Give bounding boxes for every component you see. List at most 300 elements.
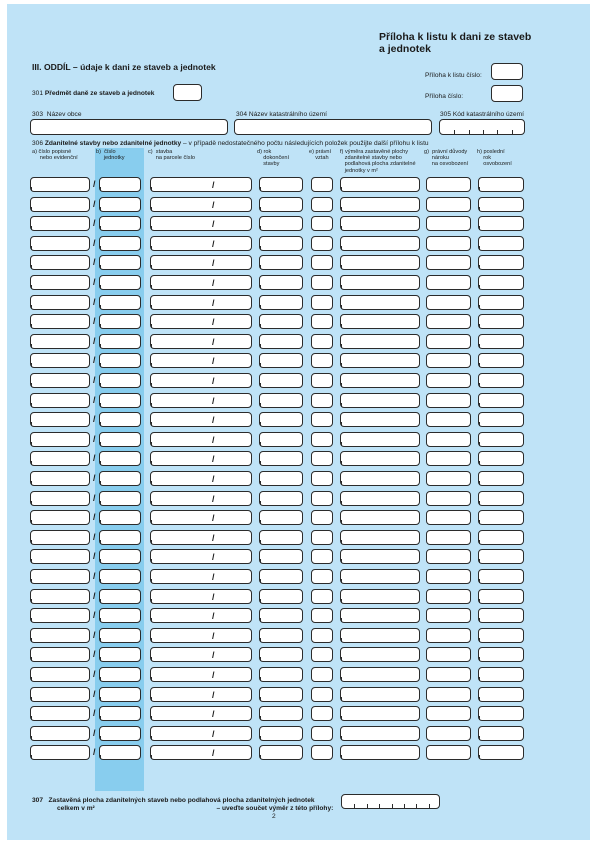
- row-field-h[interactable]: [478, 706, 524, 721]
- row-field-d[interactable]: [259, 687, 303, 702]
- row-field-d[interactable]: [259, 236, 303, 251]
- row-field-d[interactable]: [259, 745, 303, 760]
- row-field-a[interactable]: [30, 451, 90, 466]
- row-field-e[interactable]: [311, 491, 333, 506]
- row-field-e[interactable]: [311, 236, 333, 251]
- row-field-b[interactable]: [99, 647, 141, 662]
- row-field-g[interactable]: [426, 608, 471, 623]
- row-field-a[interactable]: [30, 589, 90, 604]
- field-tick: [479, 344, 480, 348]
- field-tick: [479, 442, 480, 446]
- row-field-b[interactable]: [99, 510, 141, 525]
- row-field-d[interactable]: [259, 314, 303, 329]
- row-field-f[interactable]: [340, 412, 420, 427]
- row-field-b[interactable]: [99, 491, 141, 506]
- row-field-a[interactable]: [30, 726, 90, 741]
- row-field-a[interactable]: [30, 275, 90, 290]
- field-tick: [100, 736, 101, 740]
- row-field-c[interactable]: [150, 373, 252, 388]
- field-tick: [31, 442, 32, 446]
- row-field-c[interactable]: [150, 667, 252, 682]
- field-307-input[interactable]: [341, 794, 440, 809]
- parcel-slash: /: [212, 631, 215, 641]
- row-field-d[interactable]: [259, 569, 303, 584]
- row-field-e[interactable]: [311, 647, 333, 662]
- row-separator-slash: /: [93, 453, 96, 463]
- row-field-c[interactable]: [150, 295, 252, 310]
- row-field-f[interactable]: [340, 628, 420, 643]
- row-field-c[interactable]: [150, 236, 252, 251]
- field-tick: [341, 207, 342, 211]
- row-separator-slash: /: [93, 728, 96, 738]
- row-field-b[interactable]: [99, 432, 141, 447]
- row-field-f[interactable]: [340, 549, 420, 564]
- field-tick: [479, 638, 480, 642]
- row-field-e[interactable]: [311, 569, 333, 584]
- row-field-c[interactable]: [150, 491, 252, 506]
- row-field-d[interactable]: [259, 510, 303, 525]
- field-tick: [479, 599, 480, 603]
- parcel-slash: /: [212, 709, 215, 719]
- row-field-f[interactable]: [340, 471, 420, 486]
- row-field-e[interactable]: [311, 608, 333, 623]
- row-field-e[interactable]: [311, 432, 333, 447]
- row-field-g[interactable]: [426, 255, 471, 270]
- parcel-slash: /: [212, 690, 215, 700]
- row-field-g[interactable]: [426, 589, 471, 604]
- row-field-g[interactable]: [426, 275, 471, 290]
- row-field-b[interactable]: [99, 726, 141, 741]
- row-field-b[interactable]: [99, 569, 141, 584]
- row-field-c[interactable]: [150, 726, 252, 741]
- row-field-f[interactable]: [340, 177, 420, 192]
- row-field-h[interactable]: [478, 353, 524, 368]
- row-field-c[interactable]: [150, 334, 252, 349]
- row-field-f[interactable]: [340, 510, 420, 525]
- row-field-c[interactable]: [150, 255, 252, 270]
- parcel-slash: /: [212, 513, 215, 523]
- row-field-c[interactable]: [150, 471, 252, 486]
- row-field-c[interactable]: [150, 706, 252, 721]
- row-field-e[interactable]: [311, 745, 333, 760]
- field-tick: [260, 520, 261, 524]
- row-field-a[interactable]: [30, 314, 90, 329]
- row-field-h[interactable]: [478, 726, 524, 741]
- row-field-d[interactable]: [259, 549, 303, 564]
- row-field-a[interactable]: [30, 549, 90, 564]
- row-field-g[interactable]: [426, 706, 471, 721]
- row-field-f[interactable]: [340, 569, 420, 584]
- row-field-f[interactable]: [340, 432, 420, 447]
- row-field-f[interactable]: [340, 706, 420, 721]
- row-field-a[interactable]: [30, 236, 90, 251]
- row-field-c[interactable]: [150, 177, 252, 192]
- row-field-f[interactable]: [340, 353, 420, 368]
- row-field-a[interactable]: [30, 745, 90, 760]
- row-field-c[interactable]: [150, 589, 252, 604]
- row-field-h[interactable]: [478, 412, 524, 427]
- sheet-number-field[interactable]: [491, 63, 523, 80]
- field-tick: [341, 677, 342, 681]
- row-field-g[interactable]: [426, 314, 471, 329]
- row-field-g[interactable]: [426, 647, 471, 662]
- field-304-text: Název katastrálního území: [248, 111, 327, 118]
- row-field-b[interactable]: [99, 628, 141, 643]
- field-tick: [260, 403, 261, 407]
- row-field-b[interactable]: [99, 687, 141, 702]
- field-tick: [354, 804, 355, 808]
- row-field-a[interactable]: [30, 373, 90, 388]
- row-field-f[interactable]: [340, 745, 420, 760]
- row-field-e[interactable]: [311, 314, 333, 329]
- row-field-f[interactable]: [340, 275, 420, 290]
- row-field-f[interactable]: [340, 255, 420, 270]
- row-field-a[interactable]: [30, 647, 90, 662]
- row-field-a[interactable]: [30, 530, 90, 545]
- row-field-e[interactable]: [311, 353, 333, 368]
- row-field-e[interactable]: [311, 295, 333, 310]
- row-field-d[interactable]: [259, 197, 303, 212]
- row-separator-slash: /: [93, 316, 96, 326]
- field-301-number: 301: [32, 90, 44, 97]
- parcel-slash: /: [212, 278, 215, 288]
- row-field-e[interactable]: [311, 216, 333, 231]
- row-field-b[interactable]: [99, 353, 141, 368]
- row-field-a[interactable]: [30, 216, 90, 231]
- row-field-b[interactable]: [99, 589, 141, 604]
- row-field-g[interactable]: [426, 177, 471, 192]
- field-305-input[interactable]: [439, 119, 525, 135]
- row-field-h[interactable]: [478, 216, 524, 231]
- row-field-g[interactable]: [426, 236, 471, 251]
- field-tick: [100, 677, 101, 681]
- row-field-d[interactable]: [259, 589, 303, 604]
- row-field-h[interactable]: [478, 530, 524, 545]
- row-field-h[interactable]: [478, 471, 524, 486]
- row-field-b[interactable]: [99, 451, 141, 466]
- row-field-f[interactable]: [340, 589, 420, 604]
- row-field-h[interactable]: [478, 647, 524, 662]
- row-field-g[interactable]: [426, 471, 471, 486]
- row-field-c[interactable]: [150, 647, 252, 662]
- sheet-number-label: Příloha k listu číslo:: [425, 72, 482, 79]
- row-field-b[interactable]: [99, 412, 141, 427]
- row-field-e[interactable]: [311, 726, 333, 741]
- row-field-h[interactable]: [478, 451, 524, 466]
- row-field-g[interactable]: [426, 569, 471, 584]
- row-field-f[interactable]: [340, 393, 420, 408]
- field-304-input[interactable]: [234, 119, 432, 135]
- row-field-c[interactable]: [150, 451, 252, 466]
- field-tick: [341, 324, 342, 328]
- row-field-h[interactable]: [478, 334, 524, 349]
- row-field-c[interactable]: [150, 569, 252, 584]
- row-field-g[interactable]: [426, 491, 471, 506]
- field-tick: [341, 736, 342, 740]
- row-field-g[interactable]: [426, 393, 471, 408]
- row-field-e[interactable]: [311, 510, 333, 525]
- row-separator-slash: /: [93, 336, 96, 346]
- row-field-d[interactable]: [259, 393, 303, 408]
- field-tick: [100, 559, 101, 563]
- parcel-slash: /: [212, 494, 215, 504]
- row-field-f[interactable]: [340, 608, 420, 623]
- row-field-c[interactable]: [150, 432, 252, 447]
- row-field-d[interactable]: [259, 177, 303, 192]
- row-field-g[interactable]: [426, 295, 471, 310]
- row-field-e[interactable]: [311, 177, 333, 192]
- row-field-b[interactable]: [99, 706, 141, 721]
- row-field-h[interactable]: [478, 236, 524, 251]
- row-field-b[interactable]: [99, 471, 141, 486]
- row-field-d[interactable]: [259, 353, 303, 368]
- section-title: III. ODDÍL – údaje k dani ze staveb a jednotek: [32, 62, 216, 72]
- row-field-h[interactable]: [478, 569, 524, 584]
- row-field-b[interactable]: [99, 608, 141, 623]
- row-field-e[interactable]: [311, 393, 333, 408]
- row-field-b[interactable]: [99, 275, 141, 290]
- row-field-e[interactable]: [311, 334, 333, 349]
- row-field-h[interactable]: [478, 432, 524, 447]
- row-field-a[interactable]: [30, 706, 90, 721]
- row-field-g[interactable]: [426, 667, 471, 682]
- row-field-c[interactable]: [150, 314, 252, 329]
- row-field-a[interactable]: [30, 177, 90, 192]
- parcel-slash: /: [212, 729, 215, 739]
- row-field-a[interactable]: [30, 628, 90, 643]
- field-tick: [151, 638, 152, 642]
- row-field-b[interactable]: [99, 197, 141, 212]
- row-field-c[interactable]: [150, 687, 252, 702]
- table-row: [7, 667, 590, 682]
- row-field-f[interactable]: [340, 295, 420, 310]
- row-field-a[interactable]: [30, 255, 90, 270]
- row-field-g[interactable]: [426, 510, 471, 525]
- field-tick: [100, 461, 101, 465]
- row-field-b[interactable]: [99, 216, 141, 231]
- row-field-e[interactable]: [311, 373, 333, 388]
- row-field-c[interactable]: [150, 197, 252, 212]
- row-field-a[interactable]: [30, 569, 90, 584]
- row-field-h[interactable]: [478, 177, 524, 192]
- row-field-d[interactable]: [259, 491, 303, 506]
- row-field-h[interactable]: [478, 197, 524, 212]
- row-field-a[interactable]: [30, 667, 90, 682]
- row-field-f[interactable]: [340, 451, 420, 466]
- field-tick: [260, 305, 261, 309]
- row-field-d[interactable]: [259, 412, 303, 427]
- row-field-g[interactable]: [426, 353, 471, 368]
- row-field-d[interactable]: [259, 726, 303, 741]
- row-field-c[interactable]: [150, 510, 252, 525]
- row-field-g[interactable]: [426, 726, 471, 741]
- row-field-g[interactable]: [426, 745, 471, 760]
- row-field-e[interactable]: [311, 628, 333, 643]
- row-field-e[interactable]: [311, 275, 333, 290]
- row-field-f[interactable]: [340, 530, 420, 545]
- row-field-b[interactable]: [99, 236, 141, 251]
- row-field-f[interactable]: [340, 491, 420, 506]
- row-field-a[interactable]: [30, 393, 90, 408]
- field-tick: [151, 599, 152, 603]
- row-field-b[interactable]: [99, 334, 141, 349]
- field-tick: [100, 305, 101, 309]
- row-field-d[interactable]: [259, 608, 303, 623]
- row-field-c[interactable]: [150, 549, 252, 564]
- field-301-input[interactable]: [173, 84, 202, 101]
- row-field-f[interactable]: [340, 373, 420, 388]
- row-field-h[interactable]: [478, 373, 524, 388]
- row-field-f[interactable]: [340, 647, 420, 662]
- field-tick: [31, 736, 32, 740]
- row-field-f[interactable]: [340, 687, 420, 702]
- row-field-a[interactable]: [30, 471, 90, 486]
- row-field-b[interactable]: [99, 667, 141, 682]
- row-field-e[interactable]: [311, 255, 333, 270]
- row-field-h[interactable]: [478, 687, 524, 702]
- row-field-h[interactable]: [478, 314, 524, 329]
- row-field-g[interactable]: [426, 687, 471, 702]
- row-field-g[interactable]: [426, 334, 471, 349]
- row-field-f[interactable]: [340, 726, 420, 741]
- row-field-c[interactable]: [150, 275, 252, 290]
- row-field-g[interactable]: [426, 451, 471, 466]
- row-field-g[interactable]: [426, 373, 471, 388]
- row-field-e[interactable]: [311, 687, 333, 702]
- row-field-c[interactable]: [150, 628, 252, 643]
- row-field-f[interactable]: [340, 334, 420, 349]
- row-field-d[interactable]: [259, 216, 303, 231]
- row-field-g[interactable]: [426, 216, 471, 231]
- table-row: [7, 491, 590, 506]
- field-tick: [479, 403, 480, 407]
- row-field-a[interactable]: [30, 353, 90, 368]
- field-tick: [31, 618, 32, 622]
- field-tick: [454, 130, 455, 134]
- row-field-d[interactable]: [259, 275, 303, 290]
- row-field-e[interactable]: [311, 549, 333, 564]
- field-tick: [151, 226, 152, 230]
- row-field-g[interactable]: [426, 432, 471, 447]
- row-field-f[interactable]: [340, 236, 420, 251]
- row-field-e[interactable]: [311, 667, 333, 682]
- row-field-f[interactable]: [340, 314, 420, 329]
- row-field-d[interactable]: [259, 530, 303, 545]
- row-field-f[interactable]: [340, 667, 420, 682]
- row-field-g[interactable]: [426, 628, 471, 643]
- row-field-e[interactable]: [311, 451, 333, 466]
- row-field-e[interactable]: [311, 530, 333, 545]
- row-field-c[interactable]: [150, 745, 252, 760]
- field-tick: [479, 246, 480, 250]
- row-field-d[interactable]: [259, 628, 303, 643]
- row-field-b[interactable]: [99, 530, 141, 545]
- row-field-a[interactable]: [30, 295, 90, 310]
- row-field-d[interactable]: [259, 706, 303, 721]
- row-field-h[interactable]: [478, 745, 524, 760]
- field-tick: [151, 383, 152, 387]
- row-field-d[interactable]: [259, 647, 303, 662]
- row-field-c[interactable]: [150, 412, 252, 427]
- row-field-e[interactable]: [311, 471, 333, 486]
- row-field-h[interactable]: [478, 491, 524, 506]
- annex-number-field[interactable]: [491, 85, 523, 102]
- row-field-g[interactable]: [426, 530, 471, 545]
- field-tick: [100, 226, 101, 230]
- row-field-b[interactable]: [99, 745, 141, 760]
- row-field-a[interactable]: [30, 687, 90, 702]
- field-tick: [31, 716, 32, 720]
- row-field-a[interactable]: [30, 432, 90, 447]
- row-field-f[interactable]: [340, 216, 420, 231]
- row-field-h[interactable]: [478, 608, 524, 623]
- row-field-h[interactable]: [478, 589, 524, 604]
- annex-number-label: Příloha číslo:: [425, 93, 464, 100]
- row-field-h[interactable]: [478, 510, 524, 525]
- row-field-a[interactable]: [30, 608, 90, 623]
- row-field-h[interactable]: [478, 295, 524, 310]
- row-field-b[interactable]: [99, 177, 141, 192]
- field-tick: [479, 657, 480, 661]
- row-field-a[interactable]: [30, 412, 90, 427]
- row-field-b[interactable]: [99, 393, 141, 408]
- row-field-c[interactable]: [150, 353, 252, 368]
- row-field-d[interactable]: [259, 295, 303, 310]
- row-field-b[interactable]: [99, 295, 141, 310]
- row-field-f[interactable]: [340, 197, 420, 212]
- row-field-h[interactable]: [478, 393, 524, 408]
- row-field-g[interactable]: [426, 197, 471, 212]
- row-field-c[interactable]: [150, 608, 252, 623]
- row-field-c[interactable]: [150, 530, 252, 545]
- row-field-e[interactable]: [311, 412, 333, 427]
- row-field-c[interactable]: [150, 393, 252, 408]
- row-field-d[interactable]: [259, 334, 303, 349]
- row-field-c[interactable]: [150, 216, 252, 231]
- field-tick: [479, 736, 480, 740]
- row-field-d[interactable]: [259, 451, 303, 466]
- row-field-g[interactable]: [426, 412, 471, 427]
- row-field-b[interactable]: [99, 255, 141, 270]
- row-field-d[interactable]: [259, 432, 303, 447]
- row-field-h[interactable]: [478, 667, 524, 682]
- row-field-a[interactable]: [30, 510, 90, 525]
- row-field-a[interactable]: [30, 197, 90, 212]
- row-field-h[interactable]: [478, 549, 524, 564]
- row-field-e[interactable]: [311, 589, 333, 604]
- row-field-e[interactable]: [311, 706, 333, 721]
- row-field-g[interactable]: [426, 549, 471, 564]
- row-field-d[interactable]: [259, 471, 303, 486]
- col-header-a: a) číslo popisné nebo evidenční: [32, 149, 78, 162]
- row-field-d[interactable]: [259, 373, 303, 388]
- row-field-b[interactable]: [99, 314, 141, 329]
- row-field-d[interactable]: [259, 667, 303, 682]
- row-field-e[interactable]: [311, 197, 333, 212]
- row-field-d[interactable]: [259, 255, 303, 270]
- row-separator-slash: /: [93, 591, 96, 601]
- field-303-input[interactable]: [30, 119, 228, 135]
- row-field-h[interactable]: [478, 255, 524, 270]
- row-field-a[interactable]: [30, 491, 90, 506]
- row-field-a[interactable]: [30, 334, 90, 349]
- row-field-h[interactable]: [478, 275, 524, 290]
- row-field-h[interactable]: [478, 628, 524, 643]
- field-tick: [100, 383, 101, 387]
- row-field-b[interactable]: [99, 373, 141, 388]
- row-field-b[interactable]: [99, 549, 141, 564]
- field-tick: [260, 677, 261, 681]
